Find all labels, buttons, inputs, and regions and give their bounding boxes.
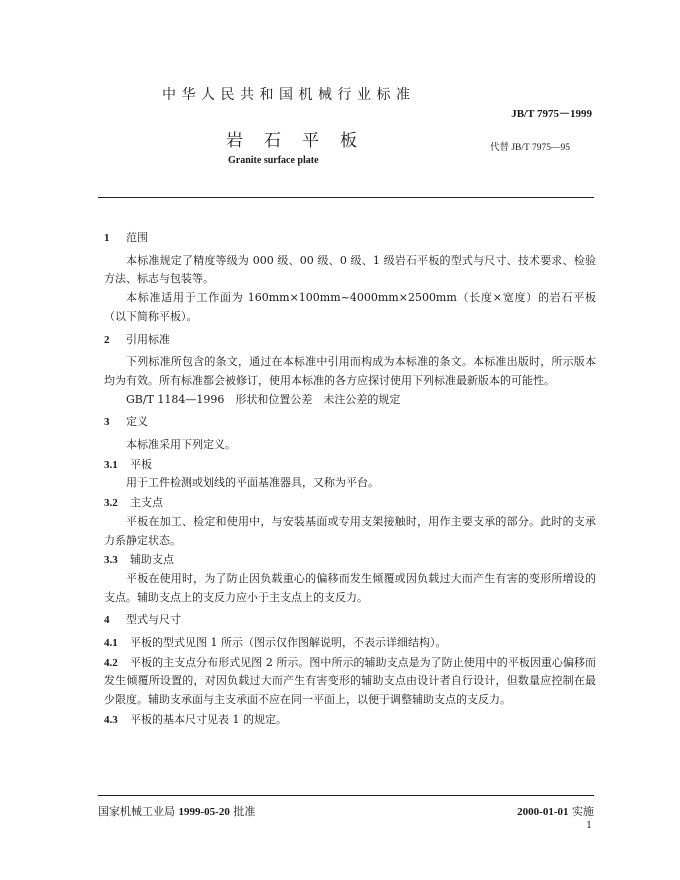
document-title: 岩石平板 — [226, 131, 378, 151]
approval-date: 1999-05-20 — [178, 806, 230, 818]
implementation-date: 2000-01-01 — [517, 806, 569, 818]
page-number: 1 — [586, 821, 592, 831]
section-4-1: 4.1 平板的型式见图 1 所示（图示仅作图解说明，不表示详细结构）。 — [104, 636, 447, 650]
section-4-heading: 4 型式与尺寸 — [104, 613, 181, 627]
section-1-para-2: 本标准适用于工作面为 160mm×100mm~4000mm×2500mm（长度×宽度）的岩石平板（以下简称平板）。 — [104, 291, 596, 323]
section-3-1-text: 用于工件检测或划线的平面基准器具，又称为平台。 — [126, 476, 379, 490]
english-title: Granite surface plate — [228, 155, 319, 166]
footer-divider — [98, 795, 594, 796]
implementation-label: 实施 — [572, 805, 594, 818]
issuing-body-title: 中华人民共和国机械行业标准 — [162, 87, 416, 103]
section-4-2: 4.2 平板的主支点分布形式见图 2 所示。图中所示的辅助支点是为了防止使用中的平板因重心偏移而发生倾覆所设置的，对因负载过大而产生有害变形的辅助支点由设计者自行设计，但数量应控制在最少限度。辅助支承面与主支承面不应在同一平面上，以便于调整辅助支点的支反力。 — [104, 655, 596, 707]
section-3-3-text: 平板在使用时，为了防止因负载重心的偏移而发生倾覆或因负载过大而产生有害的变形所增设的支点。辅助支点上的支反力应小于主支点上的支反力。 — [104, 571, 596, 604]
header-divider — [98, 197, 594, 198]
section-3-2-heading: 3.2 主支点 — [104, 496, 163, 510]
section-3-1-heading: 3.1 平板 — [104, 457, 152, 471]
issuer-name: 国家机械工业局 — [98, 805, 175, 818]
section-2-heading: 2 引用标准 — [104, 332, 170, 346]
section-4-3: 4.3 平板的基本尺寸见表 1 的规定。 — [104, 712, 287, 726]
implementation — [517, 803, 594, 819]
section-2-reference: GB/T 1184—1996 形状和位置公差 未注公差的规定 — [126, 392, 401, 406]
section-3-3-heading: 3.3 辅助支点 — [104, 553, 174, 567]
standard-code: JB/T 7975－1999 — [511, 108, 592, 120]
section-1-heading: 1 范围 — [104, 231, 148, 244]
section-3-para-1: 本标准采用下列定义。 — [126, 438, 236, 452]
document-body — [104, 225, 596, 730]
issuer-approval — [98, 803, 255, 819]
section-1-para-1: 本标准规定了精度等级为 000 级、00 级、0 级、1 级岩石平板的型式与尺寸、技术要求、检验方法、标志与包装等。 — [104, 253, 596, 286]
section-3-heading: 3 定义 — [104, 415, 148, 429]
approval-label: 批准 — [233, 805, 256, 818]
section-3-2-text: 平板在加工、检定和使用中，与安装基面或专用支架接触时，用作主要支承的部分。此时的支承力系静定状态。 — [104, 514, 596, 547]
replaces-note: 代替 JB/T 7975—95 — [489, 143, 570, 153]
section-2-para-1: 下列标准所包含的条文，通过在本标准中引用而构成为本标准的条文。本标准出版时，所示版本均为有效。所有标准都会被修订，使用本标准的各方应探讨使用下列标准最新版本的可能性。 — [104, 355, 596, 387]
